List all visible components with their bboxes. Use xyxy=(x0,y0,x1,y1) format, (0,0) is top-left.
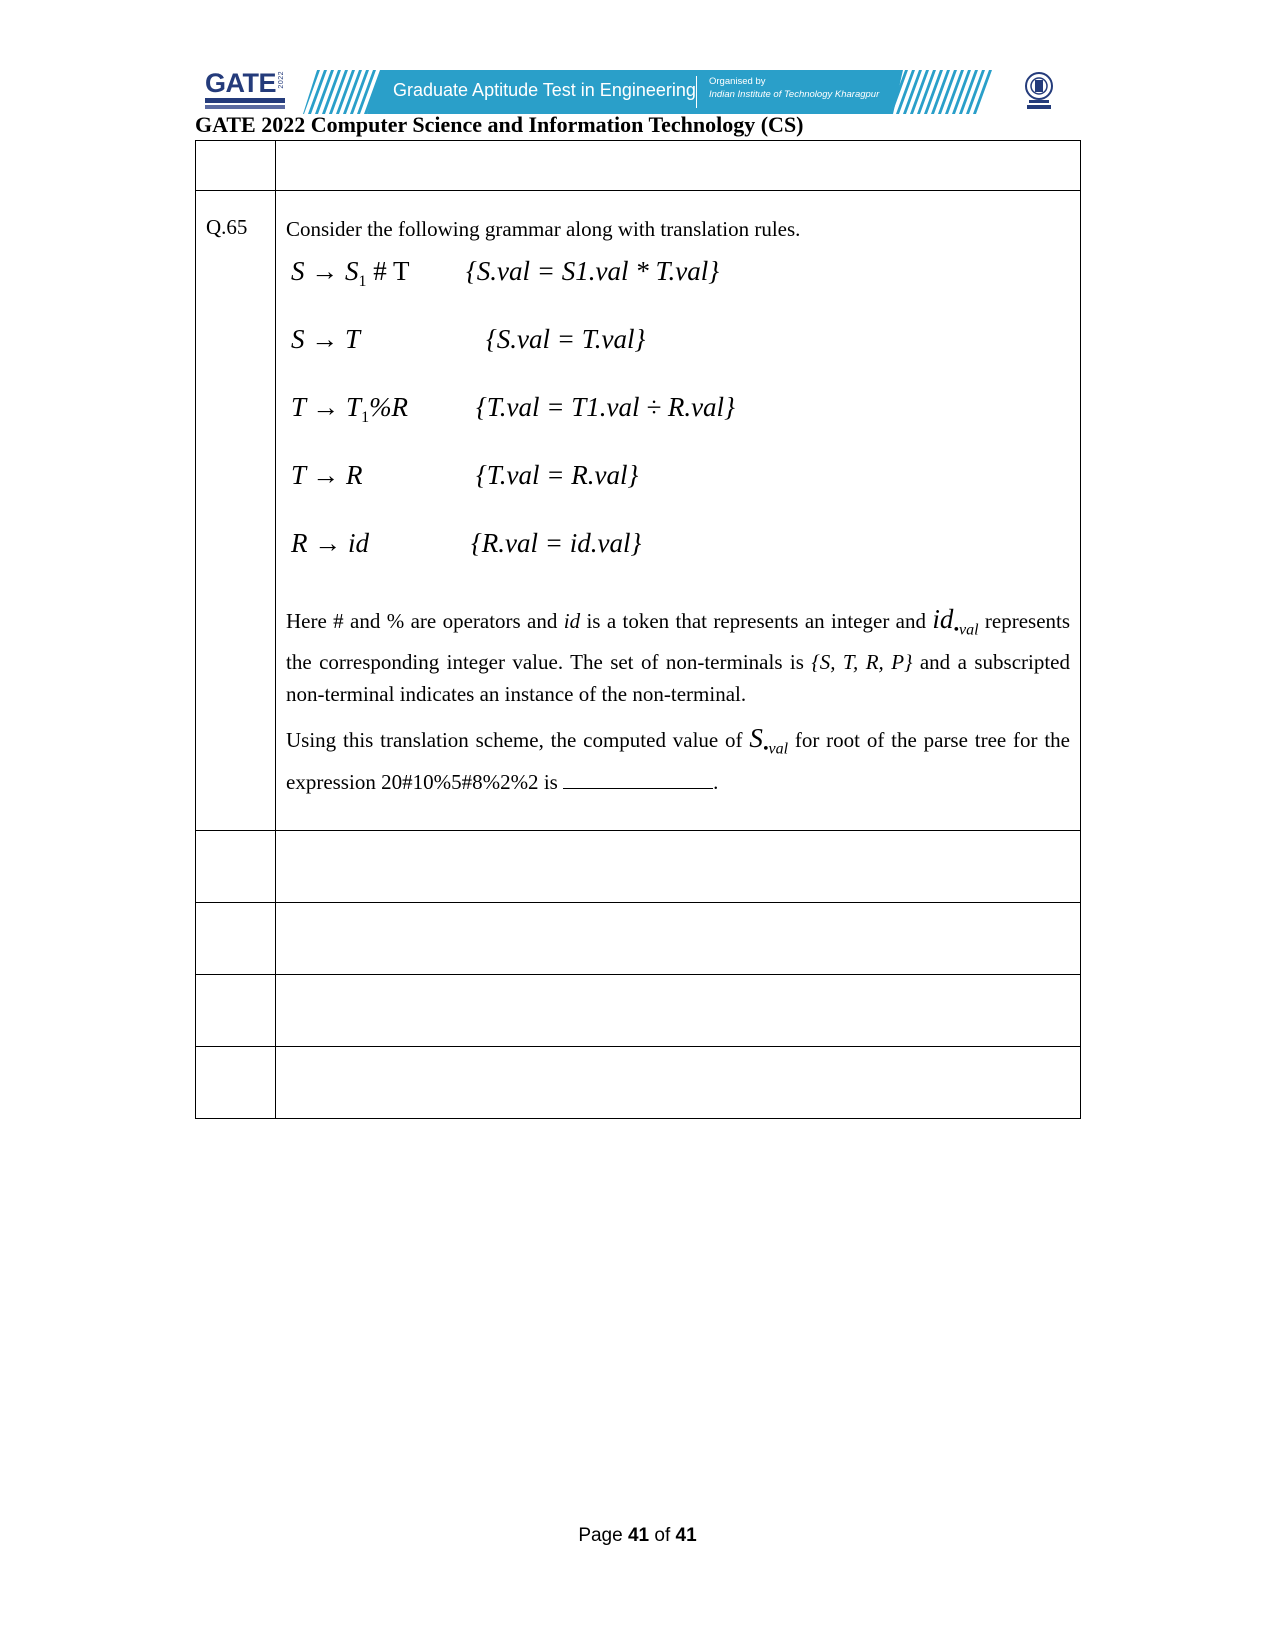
organiser-name: Indian Institute of Technology Kharagpur xyxy=(709,89,880,100)
page-label: Page xyxy=(578,1525,623,1546)
grammar-rule xyxy=(291,523,1070,591)
gate-logo-text: GATE xyxy=(205,68,276,98)
answer-blank xyxy=(563,766,713,789)
rule-action: {S.val = T.val} xyxy=(486,324,646,354)
gate-logo-year: 2022 xyxy=(278,71,285,89)
rule-production: R → id xyxy=(291,528,370,558)
rule-action: {T.val = R.val} xyxy=(476,460,639,490)
rule-production: $S \to S_1$ # T xyxy=(291,256,410,290)
logo-stripe-2 xyxy=(205,105,285,109)
table-cell xyxy=(196,974,276,1046)
table-row xyxy=(196,141,1081,191)
page-of: of xyxy=(654,1525,671,1546)
table-cell xyxy=(276,1046,1081,1118)
gate-logo xyxy=(205,68,293,114)
banner xyxy=(303,70,993,114)
page-total: 41 xyxy=(675,1525,697,1546)
table-cell xyxy=(196,1046,276,1118)
rule-action: {T.val = T1.val ÷ R.val} xyxy=(476,392,735,422)
table-cell xyxy=(196,830,276,902)
question-prompt: Using this translation scheme, the computed value of $S_{•val}$ for root of the parse tree for the expression 20#10%5#8%2%2 is . xyxy=(286,723,1070,794)
table-cell xyxy=(196,141,276,191)
grammar-rule xyxy=(291,387,1070,455)
grammar-rule xyxy=(291,455,1070,523)
logo-stripe xyxy=(205,98,285,103)
question-body xyxy=(276,191,1081,831)
expression: 20#10%5#8%2%2 xyxy=(381,769,539,794)
page-current: 41 xyxy=(627,1525,650,1546)
grammar-rules xyxy=(291,251,1070,591)
rule-production: T → R xyxy=(291,460,363,490)
table-cell xyxy=(276,830,1081,902)
page-footer xyxy=(0,1525,1275,1547)
table-row xyxy=(196,1046,1081,1118)
table-row xyxy=(196,830,1081,902)
grammar-rule xyxy=(291,251,1070,319)
rule-action: {R.val = id.val} xyxy=(471,528,642,558)
table-cell xyxy=(196,902,276,974)
question-paragraph: Here # and % are operators and id is a token that represents an integer and $id_{•val}$ represents the corresponding integer value. The set of non-terminals is {S, T, R, P} and a subscripted non-terminal indicates an instance of the non-terminal. xyxy=(286,604,1071,707)
grammar-rule xyxy=(291,319,1070,387)
table-cell xyxy=(276,902,1081,974)
rule-production: $T \to T_1\%R$ xyxy=(291,392,409,426)
banner-divider xyxy=(696,76,697,108)
table-row xyxy=(196,902,1081,974)
iit-emblem-icon xyxy=(1020,70,1058,112)
page-header xyxy=(205,68,1065,114)
question-intro: Consider the following grammar along with translation rules. xyxy=(286,217,801,241)
table-cell xyxy=(276,141,1081,191)
organised-by-label: Organised by xyxy=(709,76,766,87)
rule-production: S → T xyxy=(291,324,361,354)
banner-title: Graduate Aptitude Test in Engineering xyxy=(393,80,696,100)
question-table xyxy=(195,140,1081,1119)
table-row xyxy=(196,974,1081,1046)
table-cell xyxy=(276,974,1081,1046)
rule-action: {S.val = S1.val * T.val} xyxy=(466,256,720,286)
document-title: GATE 2022 Computer Science and Information Technology (CS) xyxy=(195,112,804,137)
question-row xyxy=(196,191,1081,831)
question-number: Q.65 xyxy=(196,191,276,831)
